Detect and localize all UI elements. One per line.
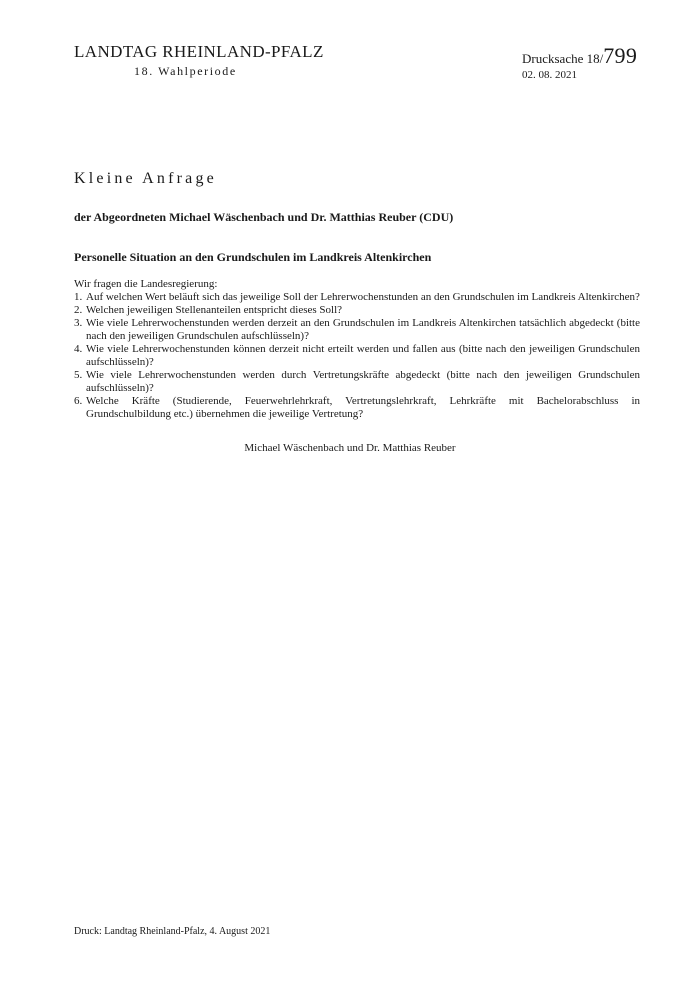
question-item xyxy=(74,317,640,343)
inquiry-intro: Wir fragen die Landesregierung: xyxy=(74,278,218,290)
question-number: 3. xyxy=(74,317,83,329)
document-number-line xyxy=(522,44,637,68)
question-number: 2. xyxy=(74,304,83,316)
question-item xyxy=(74,395,640,421)
document-number-label: Drucksache 18/ xyxy=(522,51,604,66)
question-number: 6. xyxy=(74,395,83,407)
document-date: 02. 08. 2021 xyxy=(522,69,577,81)
question-text: Wie viele Lehrerwochenstunden werden derzeit an den Grundschulen im Landkreis Altenkirchen tatsächlich abgedeckt (bitte nach den jeweiligen Grundschulen aufschlüsseln)? xyxy=(86,317,640,342)
question-text: Welchen jeweiligen Stellenanteilen entspricht dieses Soll? xyxy=(86,304,343,316)
print-footer: Druck: Landtag Rheinland-Pfalz, 4. August 2021 xyxy=(74,926,271,937)
question-number: 1. xyxy=(74,291,83,303)
document-number: 799 xyxy=(603,43,638,68)
question-text: Wie viele Lehrerwochenstunden können derzeit nicht erteilt werden und fallen aus (bitte nach den jeweiligen Grundschulen aufschlüsseln)? xyxy=(86,343,640,368)
question-item xyxy=(74,291,640,304)
question-item xyxy=(74,369,640,395)
document-type-title: Kleine Anfrage xyxy=(74,170,217,187)
question-item xyxy=(74,343,640,369)
question-text: Wie viele Lehrerwochenstunden werden durch Vertretungskräfte abgedeckt (bitte nach den jeweiligen Grundschulen aufschlüsseln)? xyxy=(86,369,640,394)
question-text: Welche Kräfte (Studierende, Feuerwehrlehrkraft, Vertretungslehrkraft, Lehrkräfte mit Bachelorabschluss in Grundschulbildung etc.) übernehmen die jeweilige Vertretung? xyxy=(86,395,640,420)
question-text: Auf welchen Wert beläuft sich das jeweilige Soll der Lehrerwochenstunden an den Grundschulen im Landkreis Altenkirchen? xyxy=(86,291,640,303)
question-number: 5. xyxy=(74,369,83,381)
inquiry-body xyxy=(74,278,640,421)
question-number: 4. xyxy=(74,343,83,355)
parliament-header xyxy=(74,42,324,79)
questions-list xyxy=(74,291,640,421)
legislative-period: 18. Wahlperiode xyxy=(134,64,237,78)
subject-heading: Personelle Situation an den Grundschulen im Landkreis Altenkirchen xyxy=(74,250,432,264)
signature-line: Michael Wäschenbach und Dr. Matthias Reuber xyxy=(244,442,456,454)
document-reference xyxy=(522,44,637,82)
parliament-name: LANDTAG RHEINLAND-PFALZ xyxy=(74,42,324,61)
authors-line: der Abgeordneten Michael Wäschenbach und Dr. Matthias Reuber (CDU) xyxy=(74,210,454,224)
question-item xyxy=(74,304,640,317)
